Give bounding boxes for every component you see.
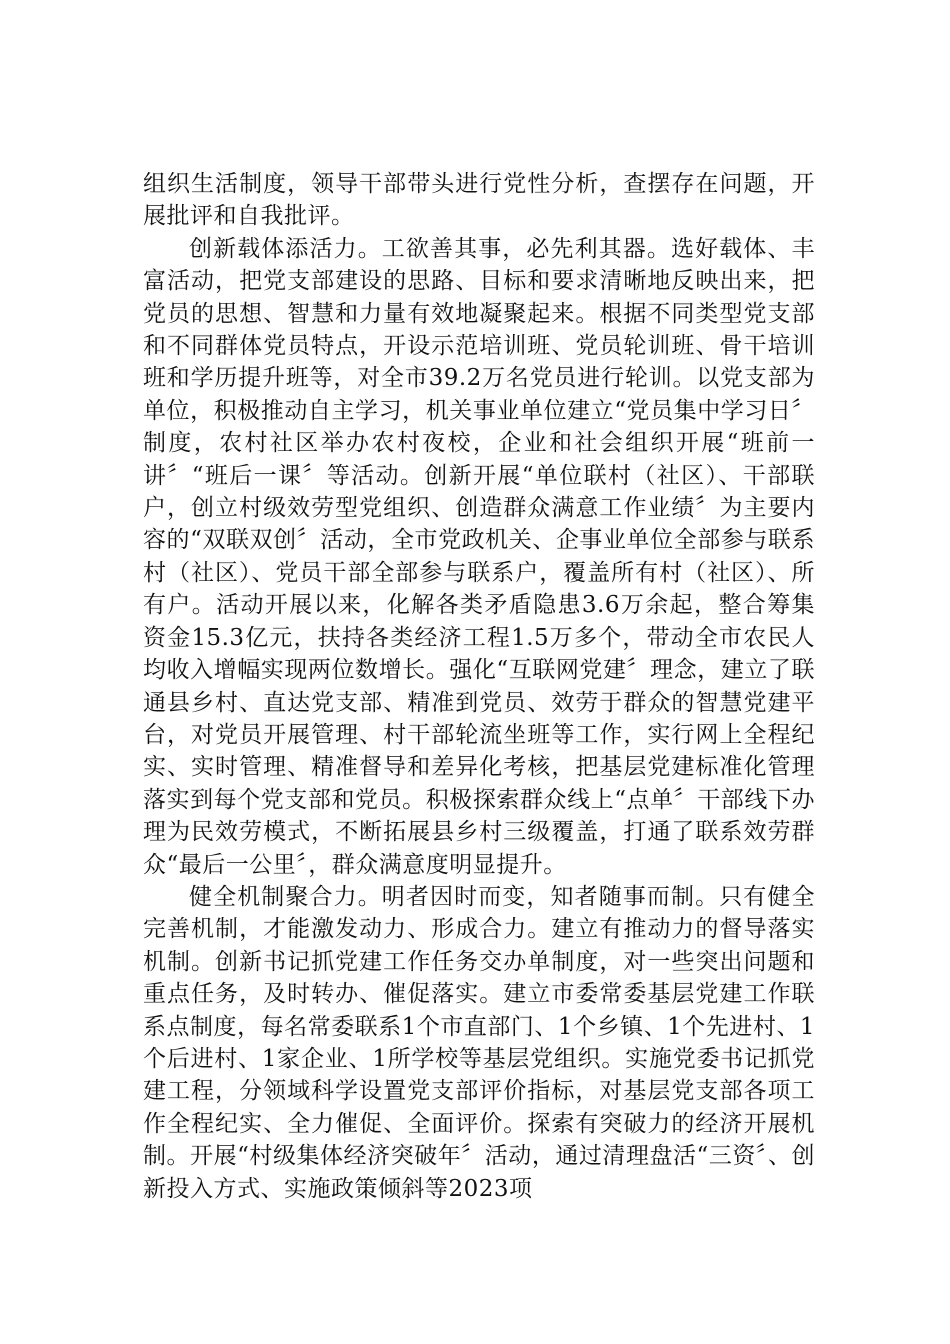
paragraph-continuation: 组织生活制度，领导干部带头进行党性分析，查摆存在问题，开展批评和自我批评。: [143, 171, 815, 230]
paragraph-mechanism: 健全机制聚合力。明者因时而变，知者随事而制。只有健全完善机制，才能激发动力、形成合力。建立有推动力的督导落实机制。创新书记抓党建工作任务交办单制度，对一些突出问题和重点任务，及时转办、催促落实。建立市委常委基层党建工作联系点制度，每名常委联系1个市直部门、1个乡镇、1个先进村、1个后进村、1家企业、1所学校等基层党组织。实施党委书记抓党建工程，分领域科学设置党支部评价指标，对基层党支部各项工作全程纪实、全力催促、全面评价。探索有突破力的经济开展机制。开展“村级集体经济突破年〞活动，通过清理盘活“三资〞、创新投入方式、实施政策倾斜等2023项: [143, 883, 815, 1202]
body-text: [143, 168, 815, 1205]
paragraph-innovation-carrier: 创新载体添活力。工欲善其事，必先利其器。选好载体、丰富活动，把党支部建设的思路、目标和要求清晰地反映出来，把党员的思想、智慧和力量有效地凝聚起来。根据不同类型党支部和不同群体党员特点，开设示范培训班、党员轮训班、骨干培训班和学历提升班等，对全市39.2万名党员进行轮训。以党支部为单位，积极推动自主学习，机关事业单位建立“党员集中学习日〞制度，农村社区举办农村夜校，企业和社会组织开展“班前一讲〞“班后一课〞等活动。创新开展“单位联村（社区）、干部联户，创立村级效劳型党组织、创造群众满意工作业绩〞为主要内容的“双联双创〞活动，全市党政机关、企事业单位全部参与联系村（社区）、党员干部全部参与联系户，覆盖所有村（社区）、所有户。活动开展以来，化解各类矛盾隐患3.6万余起，整合筹集资金15.3亿元，扶持各类经济工程1.5万多个，带动全市农民人均收入增幅实现两位数增长。强化“互联网党建〞理念，建立了联通县乡村、直达党支部、精准到党员、效劳于群众的智慧党建平台，对党员开展管理、村干部轮流坐班等工作，实行网上全程纪实、实时管理、精准督导和差异化考核，把基层党建标准化管理落实到每个党支部和党员。积极探索群众线上“点单〞干部线下办理为民效劳模式，不断拓展县乡村三级覆盖，打通了联系效劳群众“最后一公里〞，群众满意度明显提升。: [143, 235, 815, 878]
